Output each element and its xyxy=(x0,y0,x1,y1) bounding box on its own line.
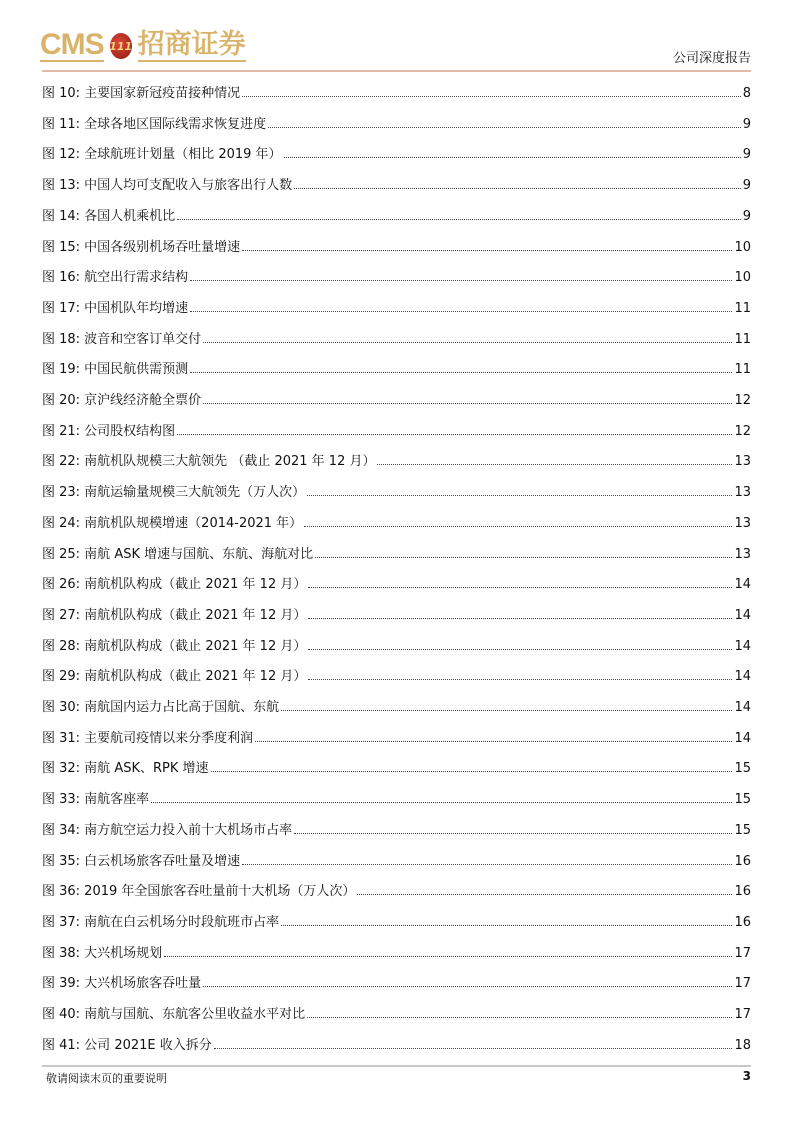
toc-entry[interactable] xyxy=(42,267,751,285)
dot-leader xyxy=(268,127,741,128)
dot-leader xyxy=(308,618,732,619)
toc-entry-label: 图 29: 南航机队构成（截止 2021 年 12 月） xyxy=(42,669,307,685)
dot-leader xyxy=(307,1017,732,1018)
toc-entry[interactable] xyxy=(42,114,751,132)
logo-text: CMS xyxy=(40,28,104,61)
dot-leader xyxy=(190,311,732,312)
toc-entry-label: 图 21: 公司股权结构图 xyxy=(42,423,176,439)
toc-entry[interactable] xyxy=(42,666,751,684)
toc-entry-label: 图 18: 波音和空客订单交付 xyxy=(42,331,202,347)
toc-entry-page: 14 xyxy=(734,669,751,685)
toc-entry-label: 图 30: 南航国内运力占比高于国航、东航 xyxy=(42,700,280,715)
report-type: 公司深度报告 xyxy=(672,51,751,66)
toc-entry-page: 15 xyxy=(734,822,751,838)
toc-entry-page: 9 xyxy=(742,116,751,132)
dot-leader xyxy=(177,434,732,435)
toc-entry-page: 13 xyxy=(734,546,751,562)
toc-entry[interactable] xyxy=(42,973,751,991)
toc-entry-label: 图 14: 各国人机乘机比 xyxy=(42,208,176,224)
dot-leader xyxy=(377,464,732,465)
toc-entry[interactable] xyxy=(42,851,751,869)
toc-entry-page: 11 xyxy=(734,331,751,347)
toc-entry[interactable] xyxy=(42,83,751,101)
toc-entry[interactable] xyxy=(42,359,751,377)
toc-entry-label: 图 27: 南航机队构成（截止 2021 年 12 月） xyxy=(42,607,307,623)
toc-entry[interactable] xyxy=(42,636,751,654)
dot-leader xyxy=(284,157,741,158)
toc-entry-label: 图 36: 2019 年全国旅客吞吐量前十大机场（万人次） xyxy=(42,884,356,900)
toc-entry-label: 图 13: 中国人均可支配收入与旅客出行人数 xyxy=(42,178,293,194)
toc-entry[interactable] xyxy=(42,513,751,531)
toc-entry-label: 图 40: 南航与国航、东航客公里收益水平对比 xyxy=(42,1007,306,1022)
toc-entry-page: 8 xyxy=(742,86,751,101)
toc-entry-page: 11 xyxy=(734,362,751,378)
toc-entry-label: 图 32: 南航 ASK、RPK 增速 xyxy=(42,761,209,777)
dot-leader xyxy=(151,802,732,803)
toc-entry[interactable] xyxy=(42,912,751,930)
dot-leader xyxy=(308,649,732,650)
header-divider xyxy=(42,70,751,72)
toc-entry[interactable] xyxy=(42,206,751,224)
dot-leader xyxy=(315,557,732,558)
dot-leader xyxy=(164,956,732,957)
dot-leader xyxy=(281,710,732,711)
toc-entry-label: 图 15: 中国各级别机场吞吐量增速 xyxy=(42,239,241,255)
toc-entry-page: 14 xyxy=(734,730,751,746)
toc-entry-page: 17 xyxy=(734,945,751,961)
toc-entry-label: 图 34: 南方航空运力投入前十大机场市占率 xyxy=(42,822,293,838)
toc-entry[interactable] xyxy=(42,390,751,408)
dot-leader xyxy=(357,894,732,895)
toc-entry-label: 图 33: 南航客座率 xyxy=(42,792,150,808)
toc-entry-label: 图 31: 主要航司疫情以来分季度利润 xyxy=(42,730,254,746)
toc-entry[interactable] xyxy=(42,1035,751,1053)
toc-entry[interactable] xyxy=(42,605,751,623)
toc-entry-page: 12 xyxy=(734,423,751,439)
toc-entry-page: 13 xyxy=(734,485,751,501)
toc-entry[interactable] xyxy=(42,451,751,469)
toc-entry-page: 18 xyxy=(734,1037,751,1053)
toc-entry[interactable] xyxy=(42,329,751,347)
toc-entry[interactable] xyxy=(42,728,751,746)
toc-entry-label: 图 17: 中国机队年均增速 xyxy=(42,300,189,316)
toc-entry-label: 图 10: 主要国家新冠疫苗接种情况 xyxy=(42,86,241,101)
dot-leader xyxy=(255,741,732,742)
dot-leader xyxy=(242,250,732,251)
toc-entry-page: 14 xyxy=(734,638,751,654)
toc-entry-label: 图 16: 航空出行需求结构 xyxy=(42,270,189,286)
toc-entry-page: 15 xyxy=(734,792,751,808)
dot-leader xyxy=(203,403,732,404)
toc-entry[interactable] xyxy=(42,144,751,162)
dot-leader xyxy=(304,526,732,527)
toc-entry[interactable] xyxy=(42,697,751,715)
toc-entry-page: 13 xyxy=(734,454,751,470)
toc-entry-label: 图 26: 南航机队构成（截止 2021 年 12 月） xyxy=(42,577,307,593)
toc-entry-page: 17 xyxy=(734,976,751,992)
toc-entry[interactable] xyxy=(42,789,751,807)
toc-entry-label: 图 35: 白云机场旅客吞吐量及增速 xyxy=(42,853,241,869)
dot-leader xyxy=(294,833,732,834)
toc-entry[interactable] xyxy=(42,298,751,316)
dot-leader xyxy=(203,986,732,987)
toc-entry-page: 16 xyxy=(734,914,751,930)
dot-leader xyxy=(294,188,741,189)
dot-leader xyxy=(242,96,741,97)
toc-entry-page: 13 xyxy=(734,515,751,531)
toc-entry-page: 16 xyxy=(734,853,751,869)
toc-entry[interactable] xyxy=(42,237,751,255)
toc-entry-page: 10 xyxy=(734,239,751,255)
toc-entry-page: 9 xyxy=(742,208,751,224)
logo-emblem-icon: 111 xyxy=(110,33,132,59)
dot-leader xyxy=(211,771,733,772)
dot-leader xyxy=(203,342,732,343)
toc-entry-page: 11 xyxy=(734,300,751,316)
footer-divider xyxy=(42,1065,751,1067)
footer-disclaimer: 敬请阅读末页的重要说明 xyxy=(46,1072,167,1085)
toc-entry-page: 10 xyxy=(734,270,751,286)
dot-leader xyxy=(177,219,741,220)
toc-entry-label: 图 37: 南航在白云机场分时段航班市占率 xyxy=(42,914,280,930)
toc-entry-label: 图 23: 南航运输量规模三大航领先（万人次） xyxy=(42,485,306,501)
dot-leader xyxy=(308,587,732,588)
dot-leader xyxy=(307,495,732,496)
toc-entry-label: 图 38: 大兴机场规划 xyxy=(42,945,163,961)
toc-entry-page: 14 xyxy=(734,607,751,623)
dot-leader xyxy=(190,280,732,281)
toc-entry-label: 图 28: 南航机队构成（截止 2021 年 12 月） xyxy=(42,638,307,654)
cms-logo xyxy=(40,28,246,64)
toc-entry-page: 17 xyxy=(734,1007,751,1022)
toc-entry-label: 图 24: 南航机队规模增速（2014-2021 年） xyxy=(42,515,303,531)
dot-leader xyxy=(281,925,732,926)
toc-entry[interactable] xyxy=(42,758,751,776)
toc-entry-page: 14 xyxy=(734,577,751,593)
toc-entry[interactable] xyxy=(42,574,751,592)
toc-entry[interactable] xyxy=(42,1004,751,1022)
toc-entry-label: 图 25: 南航 ASK 增速与国航、东航、海航对比 xyxy=(42,546,314,562)
toc-entry[interactable] xyxy=(42,881,751,899)
toc-entry[interactable] xyxy=(42,482,751,500)
toc-entry[interactable] xyxy=(42,820,751,838)
toc-entry-page: 16 xyxy=(734,884,751,900)
page-number: 3 xyxy=(742,1069,751,1083)
dot-leader xyxy=(214,1048,733,1049)
toc-entry-page: 12 xyxy=(734,393,751,408)
toc-entry-page: 9 xyxy=(742,178,751,194)
toc-entry-page: 15 xyxy=(734,761,751,777)
toc-entry[interactable] xyxy=(42,421,751,439)
dot-leader xyxy=(190,372,732,373)
dot-leader xyxy=(308,679,732,680)
toc-entry-page: 9 xyxy=(742,147,751,163)
logo-chinese-name: 招商证券 xyxy=(137,29,246,60)
toc-entry-label: 图 19: 中国民航供需预测 xyxy=(42,362,189,378)
toc-entry[interactable] xyxy=(42,175,751,193)
toc-entry[interactable] xyxy=(42,544,751,562)
toc-entry-page: 14 xyxy=(734,700,751,715)
toc-entry-label: 图 11: 全球各地区国际线需求恢复进度 xyxy=(42,116,267,132)
toc-entry-label: 图 12: 全球航班计划量（相比 2019 年） xyxy=(42,147,282,163)
toc-entry[interactable] xyxy=(42,943,751,961)
toc-entry-label: 图 22: 南航机队规模三大航领先 （截止 2021 年 12 月） xyxy=(42,454,376,470)
toc-entry-label: 图 20: 京沪线经济舱全票价 xyxy=(42,393,202,408)
dot-leader xyxy=(242,864,732,865)
toc-entry-label: 图 41: 公司 2021E 收入拆分 xyxy=(42,1037,212,1053)
toc-entry-label: 图 39: 大兴机场旅客吞吐量 xyxy=(42,976,202,992)
